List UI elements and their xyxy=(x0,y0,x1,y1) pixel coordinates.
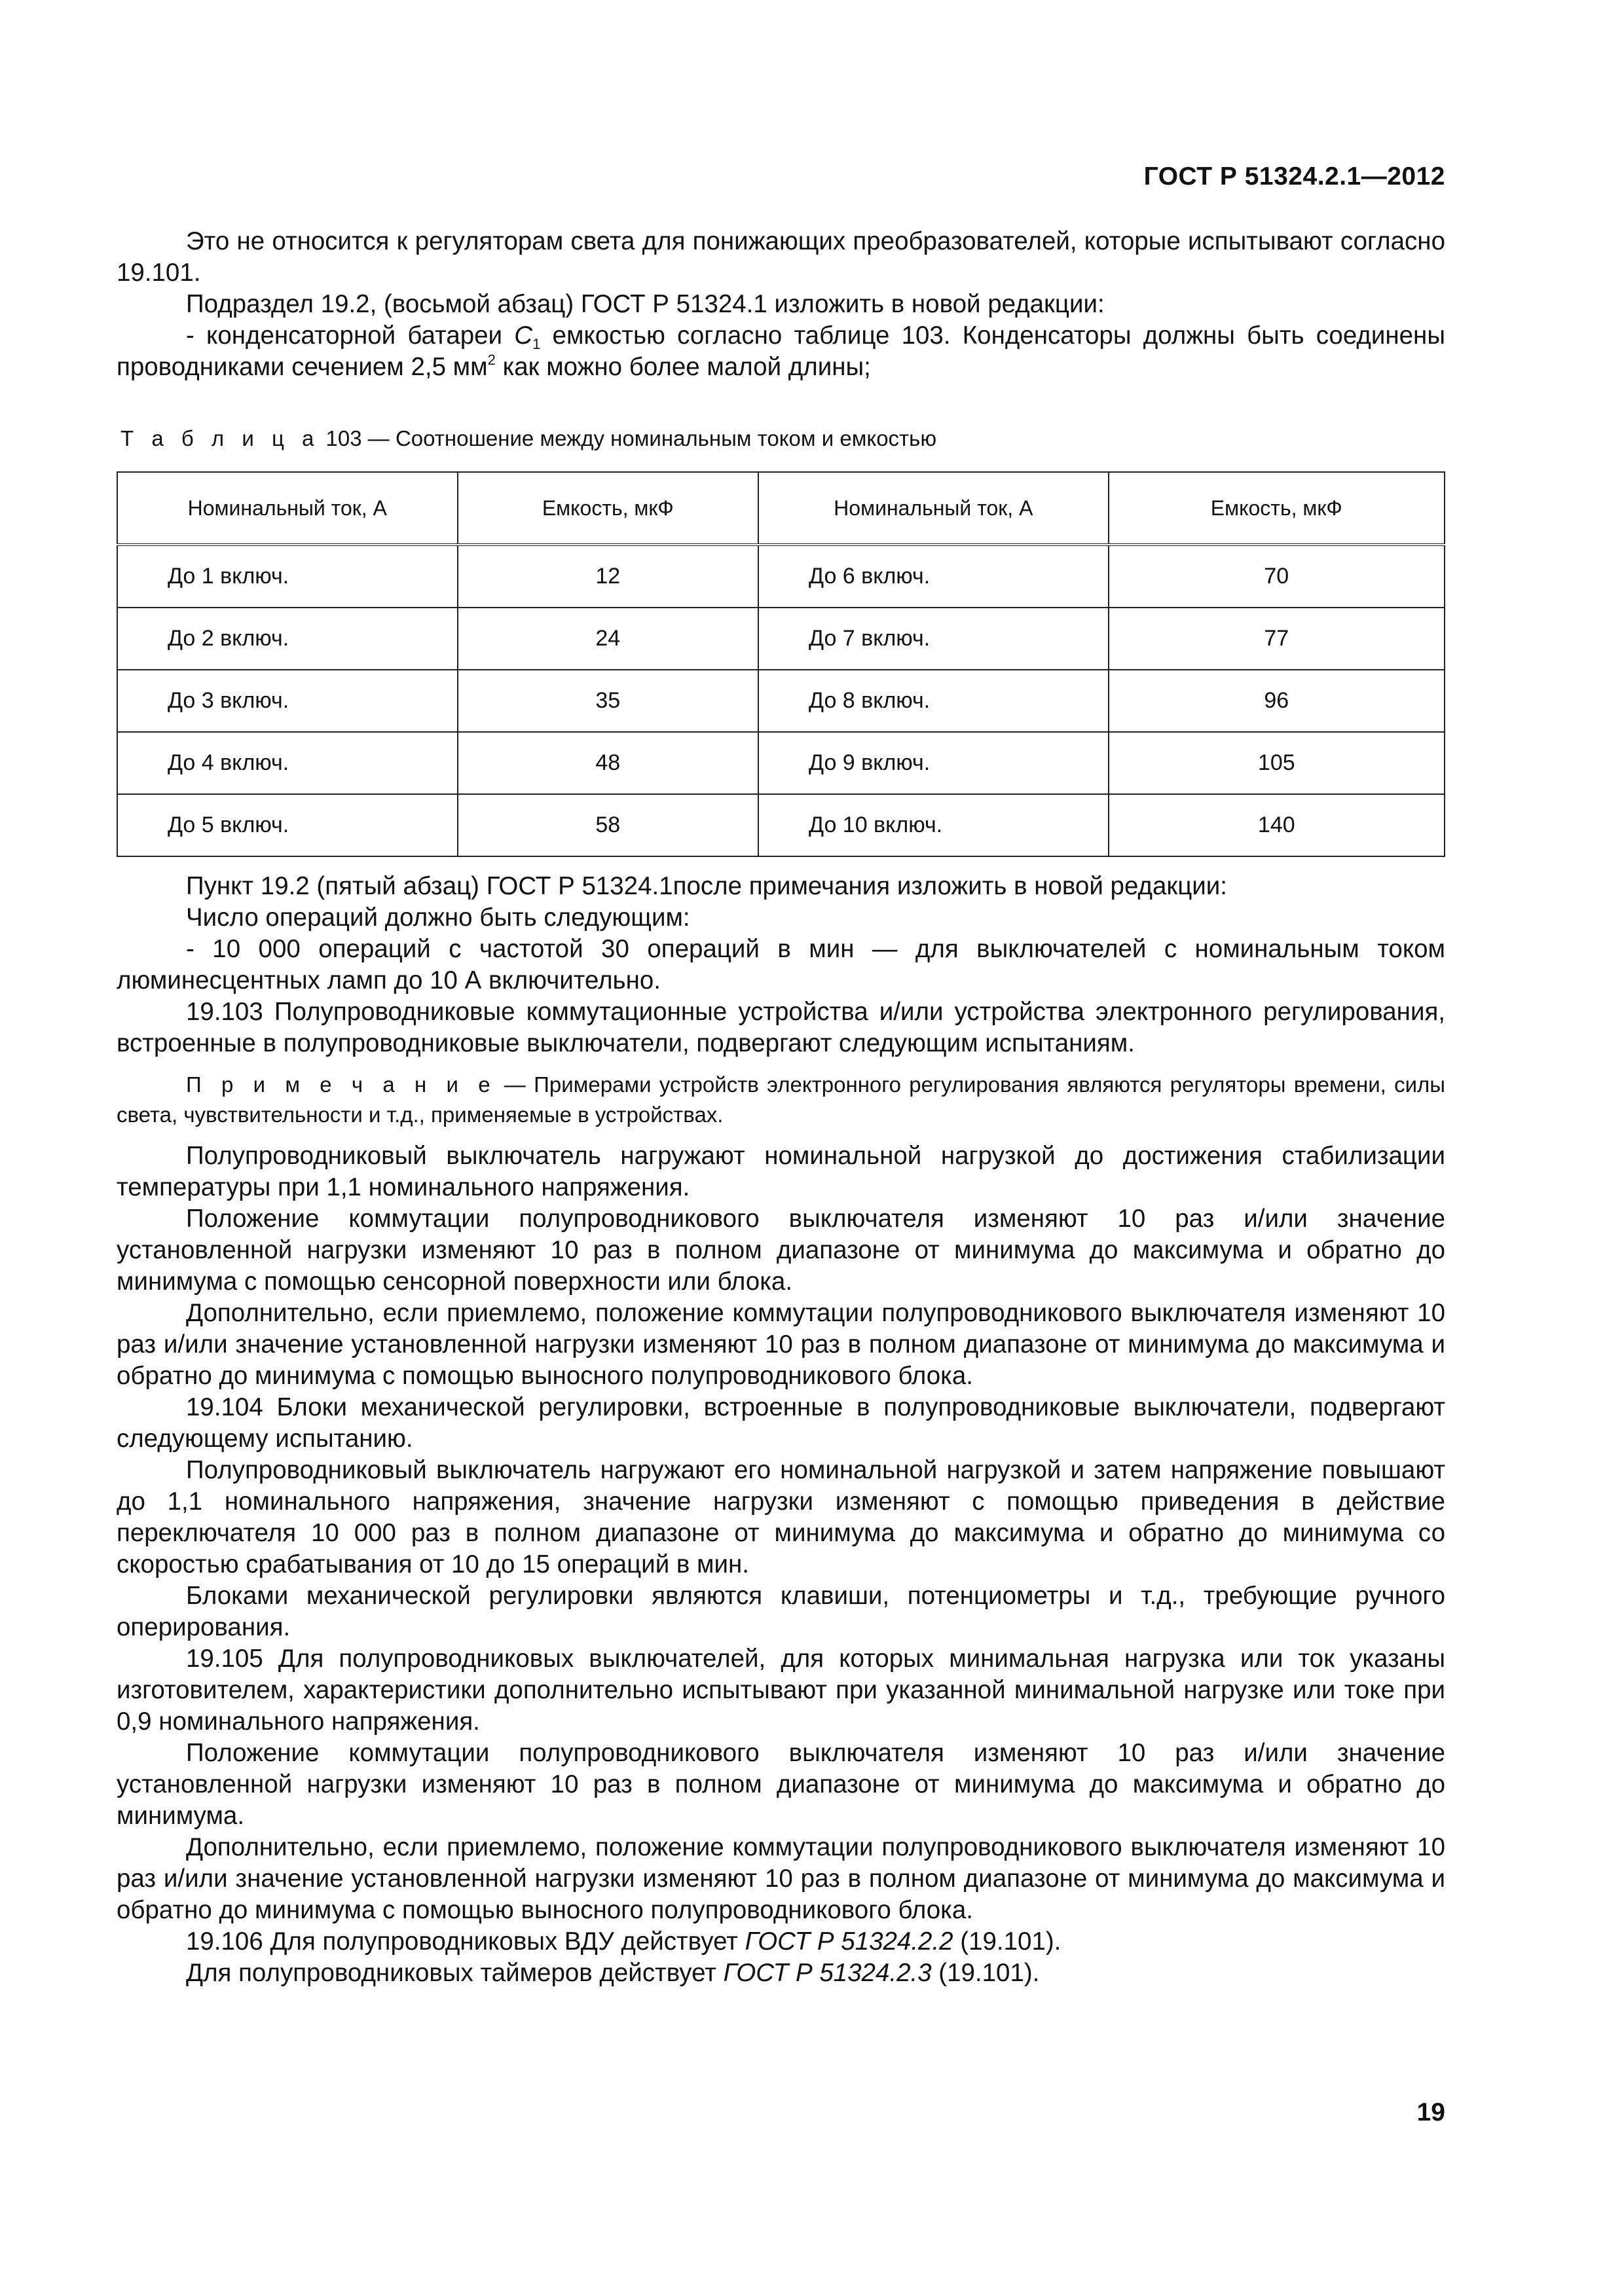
body-paragraph: Полупроводниковый выключатель нагружают его номинальной нагрузкой и затем напряжение повышают до 1,1 номинального напряжения, значение нагрузки изменяют с помощью приведения в действие переключателя 10 000 раз в полном диапазоне от минимума до максимума и обратно до минимума со скоростью срабатывания от 10 до 15 операций в мин. xyxy=(117,1456,1445,1578)
table-cell: 140 xyxy=(1109,794,1445,856)
table-row xyxy=(117,794,1445,856)
table-cell: 58 xyxy=(458,794,759,856)
operations-item: - 10 000 операций с частотой 30 операций в мин — для выключателей с номинальным током люминесцентных ламп до 10 А включительно. xyxy=(117,935,1445,994)
table-row xyxy=(117,732,1445,794)
table-cell: 77 xyxy=(1109,608,1445,670)
table-caption xyxy=(120,426,936,451)
body-paragraph: Блоками механической регулировки являются клавиши, потенциометры и т.д., требующие ручного оперирования. xyxy=(117,1582,1445,1641)
table-cell: До 10 включ. xyxy=(758,794,1109,856)
table-cell: 48 xyxy=(458,732,759,794)
table-header-row xyxy=(117,472,1445,545)
main-text-block xyxy=(117,871,1445,1989)
table-caption-text: 103 — Соотношение между номинальным током и емкостью xyxy=(320,426,937,450)
table-cell: 105 xyxy=(1109,732,1445,794)
timers-tail: (19.101). xyxy=(931,1959,1040,1987)
table-cell: 96 xyxy=(1109,670,1445,732)
header-rated-current-1: Номинальный ток, А xyxy=(117,472,458,545)
clause-19-106-text: 19.106 Для полупроводниковых ВДУ действует xyxy=(186,1927,745,1956)
intro-paragraph-1: Это не относится к регуляторам света для понижающих преобразователей, которые испытывают согласно 19.101. xyxy=(117,227,1445,287)
table-cell: До 4 включ. xyxy=(117,732,458,794)
note-text: — Примерами устройств электронного регулирования являются регуляторы времени, силы света, чувствительности и т.д., применяемые в устройствах. xyxy=(117,1072,1446,1127)
table-cell: До 6 включ. xyxy=(758,545,1109,608)
current-capacitance-table xyxy=(117,471,1445,857)
table-row xyxy=(117,608,1445,670)
capacitor-subscript: 1 xyxy=(532,336,541,352)
table-cell: 35 xyxy=(458,670,759,732)
table-cell: До 1 включ. xyxy=(117,545,458,608)
clause-19-103: 19.103 Полупроводниковые коммутационные устройства и/или устройства электронного регулирования, встроенные в полупроводниковые выключатели, подвергают следующим испытаниям. xyxy=(117,998,1445,1057)
timers-text: Для полупроводниковых таймеров действует xyxy=(186,1959,724,1987)
table-row xyxy=(117,545,1445,608)
header-capacitance-1: Емкость, мкФ xyxy=(458,472,759,545)
table-cell: До 7 включ. xyxy=(758,608,1109,670)
body-paragraph: Положение коммутации полупроводникового выключателя изменяют 10 раз и/или значение установленной нагрузки изменяют 10 раз в полном диапазоне от минимума до максимума и обратно до минимума с помощью сенсорной поверхности или блока. xyxy=(117,1205,1445,1296)
standard-reference: ГОСТ Р 51324.2.2 xyxy=(745,1927,953,1956)
unit-superscript: 2 xyxy=(487,352,496,368)
table-cell: 24 xyxy=(458,608,759,670)
clause-19-104: 19.104 Блоки механической регулировки, встроенные в полупроводниковые выключатели, подвергают следующему испытанию. xyxy=(117,1393,1445,1453)
capacitor-text-start: - конденсаторной батареи xyxy=(186,321,515,350)
table-cell: До 8 включ. xyxy=(758,670,1109,732)
body-paragraph: Полупроводниковый выключатель нагружают номинальной нагрузкой до достижения стабилизации температуры при 1,1 номинального напряжения. xyxy=(117,1142,1445,1201)
clause-19-105: 19.105 Для полупроводниковых выключателей, для которых минимальная нагрузка или ток указаны изготовителем, характеристики дополнительно испытывают при указанной минимальной нагрузке или токе при 0,9 номинального напряжения. xyxy=(117,1645,1445,1736)
table-cell: До 5 включ. xyxy=(117,794,458,856)
intro-paragraph-2: Подраздел 19.2, (восьмой абзац) ГОСТ Р 51324.1 изложить в новой редакции: xyxy=(186,290,1105,318)
note-label: П р и м е ч а н и е xyxy=(186,1072,496,1097)
table-row xyxy=(117,670,1445,732)
amendment-paragraph: Пункт 19.2 (пятый абзац) ГОСТ Р 51324.1после примечания изложить в новой редакции: xyxy=(186,872,1228,900)
body-paragraph: Дополнительно, если приемлемо, положение коммутации полупроводникового выключателя изменяют 10 раз и/или значение установленной нагрузки изменяют 10 раз в полном диапазоне от минимума до максимума и обратно до минимума с помощью выносного полупроводникового блока. xyxy=(117,1299,1445,1390)
table-caption-label: Т а б л и ц а xyxy=(120,426,320,450)
document-code-header: ГОСТ Р 51324.2.1—2012 xyxy=(1143,162,1445,191)
table-cell: До 2 включ. xyxy=(117,608,458,670)
capacitor-variable: C xyxy=(514,321,533,350)
capacitor-text-end: как можно более малой длины; xyxy=(495,353,871,381)
clause-19-106 xyxy=(117,1926,1445,1958)
header-capacitance-2: Емкость, мкФ xyxy=(1109,472,1445,545)
body-paragraph: Положение коммутации полупроводникового выключателя изменяют 10 раз и/или значение установленной нагрузки изменяют 10 раз в полном диапазоне от минимума до максимума и обратно до минимума. xyxy=(117,1739,1445,1830)
table-cell: До 3 включ. xyxy=(117,670,458,732)
body-paragraph: Дополнительно, если приемлемо, положение коммутации полупроводникового выключателя изменяют 10 раз и/или значение установленной нагрузки изменяют 10 раз в полном диапазоне от минимума до максимума и обратно до минимума с помощью выносного полупроводникового блока. xyxy=(117,1833,1445,1924)
clause-19-106-tail: (19.101). xyxy=(953,1927,1061,1956)
header-rated-current-2: Номинальный ток, А xyxy=(758,472,1109,545)
standard-reference: ГОСТ Р 51324.2.3 xyxy=(723,1959,932,1987)
page-number: 19 xyxy=(1416,2098,1445,2126)
intro-block xyxy=(117,226,1445,383)
capacitor-text-middle: емкостью согласно таблице 103. Конденсаторы должны быть соединены проводниками сечением 2,5 мм xyxy=(117,321,1445,381)
note-paragraph xyxy=(117,1070,1445,1130)
operations-paragraph: Число операций должно быть следующим: xyxy=(186,903,690,932)
intro-paragraph-3 xyxy=(117,320,1445,383)
timers-paragraph xyxy=(117,1958,1445,1989)
table-cell: 70 xyxy=(1109,545,1445,608)
table-cell: До 9 включ. xyxy=(758,732,1109,794)
table-cell: 12 xyxy=(458,545,759,608)
